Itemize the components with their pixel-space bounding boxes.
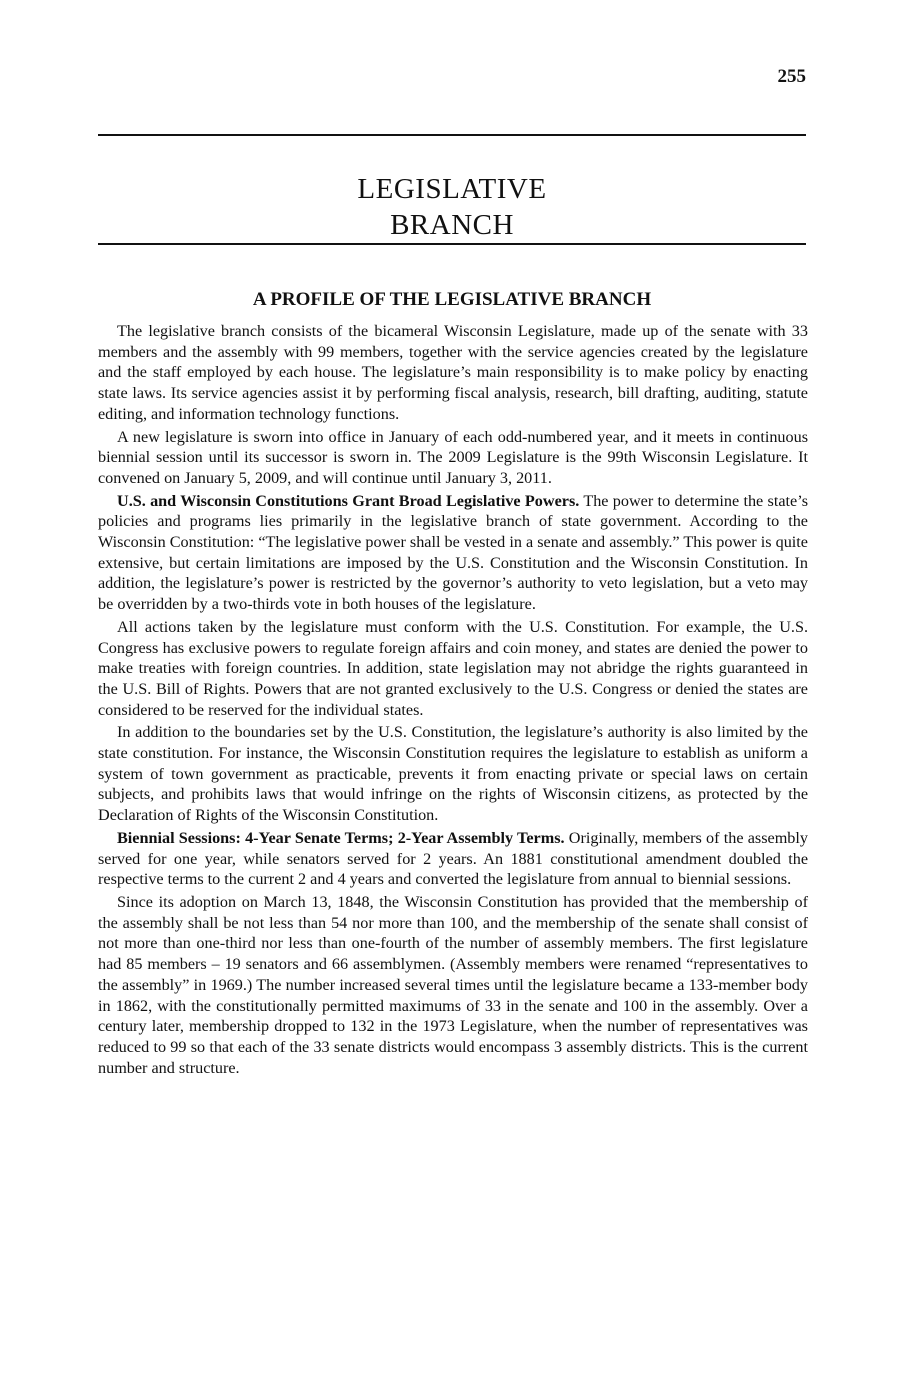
paragraph-text: All actions taken by the legislature must conform with the U.S. Constitution. For example, the U.S. Congress has exclusive powers to regulate foreign affairs and coin money, and states are denied the power to make treaties with foreign countries. In addition, state legislation may not abridge the rights guaranteed in the U.S. Bill of Rights. Powers that are not granted exclusively to the U.S. Congress or denied the states are considered to be reserved for the individual states. <box>98 617 808 719</box>
section-heading: A PROFILE OF THE LEGISLATIVE BRANCH <box>252 289 652 310</box>
paragraph <box>98 617 808 721</box>
chapter-title-line-1: LEGISLATIVE <box>357 173 547 206</box>
paragraph <box>98 722 808 826</box>
paragraph <box>98 828 808 890</box>
paragraph-text: The legislative branch consists of the bicameral Wisconsin Legislature, made up of the senate with 33 members and the assembly with 99 members, together with the service agencies created by the legislature and the staff employed by each house. The legislature’s main responsibility is to make policy by enacting state laws. Its service agencies assist it by performing fiscal analysis, research, bill drafting, auditing, statute editing, and information technology functions. <box>98 322 808 423</box>
paragraph <box>98 427 808 489</box>
top-rule <box>98 134 806 136</box>
paragraph-text: Since its adoption on March 13, 1848, the Wisconsin Constitution has provided that the membership of the assembly shall be not less than 54 nor more than 100, and the membership of the senate shall consist of not more than one-third nor less than one-fourth of the number of assembly members. The first legislature had 85 members – 19 senators and 66 assemblymen. (Assembly members were renamed “representatives to the assembly” in 1969.) The number increased several times until the legislature became a 133-member body in 1862, with the constitutionally permitted maximums of 33 in the senate and 100 in the assembly. Over a century later, membership dropped to 132 in the 1973 Legislature, when the number of representatives was reduced to 99 so that each of the 33 senate districts would encompass 3 assembly districts. This is the current number and structure. <box>98 892 808 1077</box>
run-in-heading: Biennial Sessions: 4-Year Senate Terms; 2-Year Assembly Terms. <box>117 828 565 847</box>
chapter-title <box>98 171 806 243</box>
body-text <box>98 321 808 1080</box>
paragraph <box>98 892 808 1078</box>
paragraph <box>98 491 808 615</box>
paragraph-text: The power to determine the state’s policies and programs lies primarily in the legislative branch of state government. According to the Wisconsin Constitution: “The legislative power shall be vested in a senate and assembly.” This power is quite extensive, but certain limitations are imposed by the U.S. Constitution and the Wisconsin Constitution. In addition, the legislature’s power is restricted by the governor’s authority to veto legislation, but a veto may be overridden by a two-thirds vote in both houses of the legislature. <box>98 491 809 614</box>
paragraph-text: In addition to the boundaries set by the U.S. Constitution, the legislature’s authority is also limited by the state constitution. For instance, the Wisconsin Constitution requires the legislature to establish as uniform a system of town government as practicable, prevents it from enacting private or special laws on certain subjects, and prohibits laws that would infringe on the rights of Wisconsin citizens, as protected by the Declaration of Rights of the Wisconsin Constitution. <box>98 723 808 825</box>
paragraph-text: Originally, members of the assembly served for one year, while senators served for 2 years. An 1881 constitutional amendment doubled the respective terms to the current 2 and 4 years and converted the legislature from annual to biennial sessions. <box>98 828 808 889</box>
paragraph <box>98 321 808 425</box>
bottom-rule <box>98 243 806 245</box>
run-in-heading: U.S. and Wisconsin Constitutions Grant Broad Legislative Powers. <box>117 491 580 510</box>
page-number: 255 <box>777 66 806 87</box>
paragraph-text: A new legislature is sworn into office in January of each odd-numbered year, and it meets in continuous biennial session until its successor is sworn in. The 2009 Legislature is the 99th Wisconsin Legislature. It convened on January 5, 2009, and will continue until January 3, 2011. <box>98 427 808 487</box>
chapter-title-line-2: BRANCH <box>390 209 514 242</box>
